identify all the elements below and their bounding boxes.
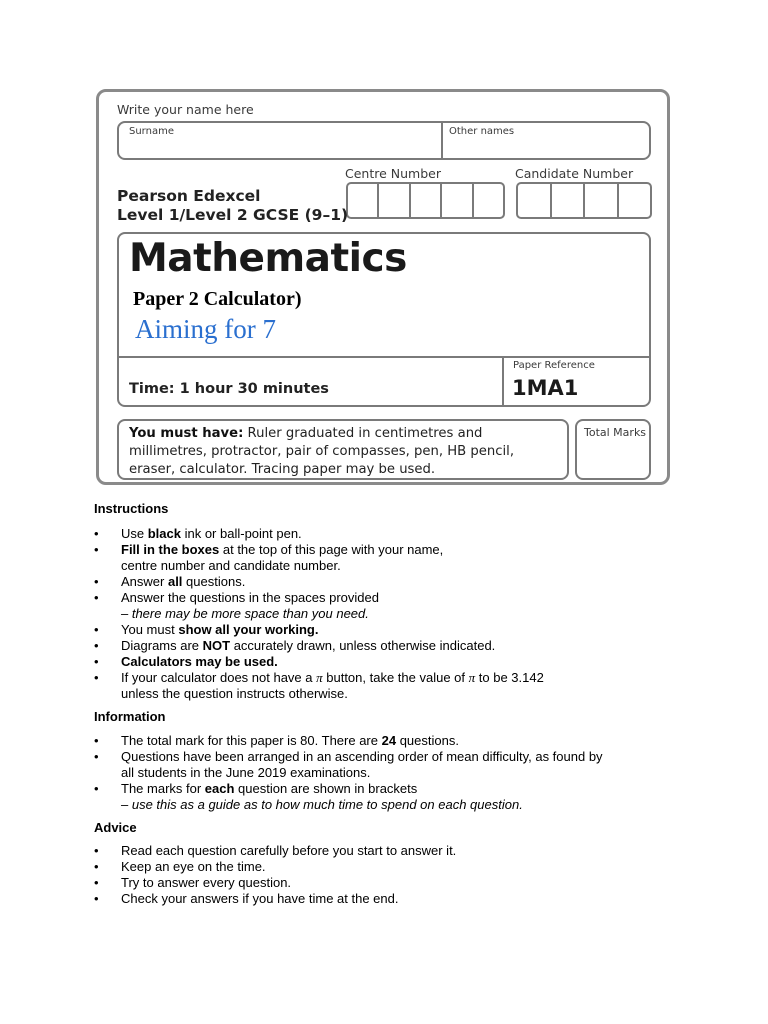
- pi-symbol: π: [468, 670, 476, 685]
- subject-box: [117, 232, 651, 407]
- bullet-icon: •: [94, 638, 99, 653]
- list-item: [94, 590, 544, 622]
- paper-reference: 1MA1: [512, 376, 579, 400]
- list-item: [94, 891, 456, 907]
- advice-heading: Advice: [94, 820, 137, 835]
- bullet-icon: •: [94, 654, 99, 669]
- text: You must: [121, 622, 179, 637]
- instructions-list: [94, 526, 544, 702]
- bold-text: all: [167, 574, 183, 589]
- bullet-icon: •: [94, 590, 99, 605]
- text: at the top of this page with your name,: [219, 542, 444, 557]
- bullet-icon: •: [94, 875, 99, 890]
- aiming-label: Aiming for 7: [135, 314, 276, 344]
- list-item: [94, 875, 456, 891]
- digit-cell[interactable]: [348, 184, 379, 217]
- text: Answer: [121, 574, 168, 589]
- list-item: [94, 654, 544, 670]
- digit-cell[interactable]: [379, 184, 410, 217]
- bold-text: Calculators may be used.: [121, 654, 278, 669]
- must-have-text: [129, 425, 561, 479]
- digit-cell[interactable]: [474, 184, 503, 217]
- paper-title: Paper 2 Calculator): [133, 288, 302, 310]
- bullet-icon: •: [94, 574, 99, 589]
- list-item: [94, 749, 603, 781]
- exam-board-line2: Level 1/Level 2 GCSE (9–1): [117, 206, 349, 224]
- digit-cell[interactable]: [442, 184, 473, 217]
- subject-title: Mathematics: [129, 236, 407, 281]
- list-item: [94, 622, 544, 638]
- list-item: [94, 843, 456, 859]
- list-item: [94, 542, 544, 574]
- list-item: [94, 670, 544, 702]
- must-have-label: You must have:: [129, 426, 244, 441]
- exam-board: [117, 187, 348, 225]
- bullet-icon: •: [94, 670, 99, 685]
- bold-text: black: [147, 526, 181, 541]
- text: to be 3.142: [475, 670, 544, 685]
- text: centre number and candidate number.: [121, 558, 341, 573]
- text: If your calculator does not have a: [121, 670, 317, 685]
- bullet-icon: •: [94, 749, 99, 764]
- reference-divider: [502, 356, 504, 407]
- text: Try to answer every question.: [121, 875, 292, 890]
- text: Questions have been arranged in an ascending order of mean difficulty, as found by: [121, 749, 603, 764]
- italic-text: – there may be more space than you need.: [121, 606, 369, 621]
- subject-box-divider: [119, 356, 649, 358]
- text: Diagrams are: [121, 638, 203, 653]
- bullet-icon: •: [94, 733, 99, 748]
- bullet-icon: •: [94, 891, 99, 906]
- text: button, take the value of: [322, 670, 469, 685]
- bullet-icon: •: [94, 622, 99, 637]
- bold-text: each: [204, 781, 235, 796]
- text: The marks for: [121, 781, 205, 796]
- list-item: [94, 781, 603, 813]
- text: Keep an eye on the time.: [121, 859, 266, 874]
- text: Check your answers if you have time at the end.: [121, 891, 399, 906]
- write-name-label: Write your name here: [117, 102, 254, 117]
- list-item: [94, 733, 603, 749]
- bold-text: show all your working.: [178, 622, 319, 637]
- centre-number-label: Centre Number: [345, 166, 441, 181]
- must-have-box: [117, 419, 569, 480]
- text: question are shown in brackets: [234, 781, 418, 796]
- other-names-label: Other names: [449, 126, 515, 137]
- digit-cell[interactable]: [619, 184, 651, 217]
- centre-number-boxes[interactable]: [346, 182, 505, 219]
- bold-text: 24: [381, 733, 397, 748]
- list-item: [94, 526, 544, 542]
- bullet-icon: •: [94, 781, 99, 796]
- text: The total mark for this paper is 80. There are: [121, 733, 382, 748]
- digit-cell[interactable]: [552, 184, 586, 217]
- instructions-heading: Instructions: [94, 501, 169, 516]
- time-allowed: Time: 1 hour 30 minutes: [129, 381, 329, 397]
- information-list: [94, 733, 603, 813]
- paper-reference-label: Paper Reference: [513, 360, 595, 371]
- must-have-items: Ruler graduated in centimetres and millimetres, protractor, pair of compasses, pen, HB pencil, eraser, calculator. Tracing paper may be used.: [129, 426, 515, 477]
- digit-cell[interactable]: [411, 184, 442, 217]
- cover-panel: [96, 89, 670, 485]
- bullet-icon: •: [94, 859, 99, 874]
- digit-cell[interactable]: [518, 184, 552, 217]
- candidate-number-boxes[interactable]: [516, 182, 652, 219]
- text: Answer the questions in the spaces provided: [121, 590, 379, 605]
- surname-label: Surname: [129, 126, 174, 137]
- list-item: [94, 859, 456, 875]
- name-divider: [441, 123, 443, 158]
- information-heading: Information: [94, 709, 166, 724]
- digit-cell[interactable]: [585, 184, 619, 217]
- total-marks-box: [575, 419, 651, 480]
- pi-symbol: π: [316, 670, 323, 685]
- bullet-icon: •: [94, 526, 99, 541]
- text: Use: [121, 526, 148, 541]
- advice-list: [94, 843, 456, 907]
- list-item: [94, 638, 544, 654]
- exam-board-line1: Pearson Edexcel: [117, 187, 261, 205]
- text: unless the question instructs otherwise.: [121, 686, 348, 701]
- list-item: [94, 574, 544, 590]
- text: ink or ball-point pen.: [180, 526, 302, 541]
- total-marks-label: Total Marks: [584, 426, 647, 439]
- text: all students in the June 2019 examinations.: [121, 765, 371, 780]
- text: questions.: [396, 733, 459, 748]
- bullet-icon: •: [94, 843, 99, 858]
- text: questions.: [182, 574, 246, 589]
- candidate-number-label: Candidate Number: [515, 166, 634, 181]
- bold-text: Fill in the boxes: [121, 542, 220, 557]
- text: accurately drawn, unless otherwise indicated.: [230, 638, 496, 653]
- text: Read each question carefully before you start to answer it.: [121, 843, 457, 858]
- bold-text: NOT: [202, 638, 231, 653]
- italic-text: – use this as a guide as to how much time to spend on each question.: [121, 797, 523, 812]
- name-box[interactable]: [117, 121, 651, 160]
- bullet-icon: •: [94, 542, 99, 557]
